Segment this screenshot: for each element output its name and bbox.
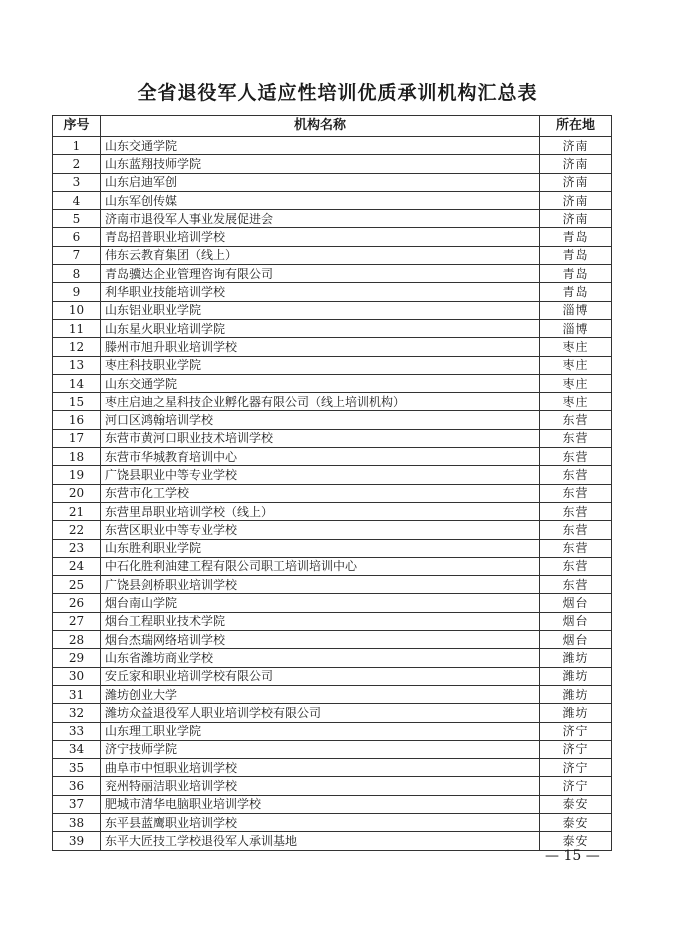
table-row <box>53 466 612 484</box>
institution-name: 肥城市清华电脑职业培训学校 <box>101 795 540 813</box>
institution-location: 潍坊 <box>540 649 612 667</box>
institution-name: 伟东云教育集团（线上） <box>101 246 540 264</box>
institution-location: 济宁 <box>540 759 612 777</box>
institution-name: 东平县蓝鹰职业培训学校 <box>101 813 540 831</box>
table-row <box>53 338 612 356</box>
column-header-index: 序号 <box>53 116 101 137</box>
table-row <box>53 722 612 740</box>
table-row <box>53 429 612 447</box>
row-index: 35 <box>53 759 101 777</box>
row-index: 10 <box>53 301 101 319</box>
page-title: 全省退役军人适应性培训优质承训机构汇总表 <box>137 82 538 104</box>
table-row <box>53 484 612 502</box>
table-row <box>53 740 612 758</box>
table-row <box>53 832 612 850</box>
table-row <box>53 228 612 246</box>
table-row <box>53 246 612 264</box>
institution-location: 东营 <box>540 429 612 447</box>
institution-location: 泰安 <box>540 813 612 831</box>
table-row <box>53 557 612 575</box>
institution-location: 东营 <box>540 484 612 502</box>
institution-location: 烟台 <box>540 612 612 630</box>
institution-location: 东营 <box>540 576 612 594</box>
row-index: 21 <box>53 502 101 520</box>
row-index: 29 <box>53 649 101 667</box>
institution-location: 东营 <box>540 539 612 557</box>
table-row <box>53 301 612 319</box>
institution-name: 济南市退役军人事业发展促进会 <box>101 210 540 228</box>
institution-location: 济南 <box>540 137 612 155</box>
institution-name: 烟台工程职业技术学院 <box>101 612 540 630</box>
institution-location: 潍坊 <box>540 704 612 722</box>
row-index: 12 <box>53 338 101 356</box>
table-row <box>53 649 612 667</box>
institution-location: 济宁 <box>540 740 612 758</box>
institution-location: 潍坊 <box>540 667 612 685</box>
institution-table <box>52 115 612 851</box>
institution-location: 济南 <box>540 191 612 209</box>
institution-location: 枣庄 <box>540 356 612 374</box>
table-row <box>53 667 612 685</box>
institution-name: 山东省潍坊商业学校 <box>101 649 540 667</box>
institution-location: 济宁 <box>540 777 612 795</box>
row-index: 16 <box>53 411 101 429</box>
institution-name: 山东胜利职业学院 <box>101 539 540 557</box>
table-row <box>53 283 612 301</box>
institution-name: 山东理工职业学院 <box>101 722 540 740</box>
column-header-name: 机构名称 <box>101 116 540 137</box>
institution-location: 枣庄 <box>540 374 612 392</box>
table-row <box>53 448 612 466</box>
table-row <box>53 356 612 374</box>
table-header <box>53 116 612 137</box>
institution-name: 青岛骥达企业管理咨询有限公司 <box>101 265 540 283</box>
institution-name: 山东星火职业培训学院 <box>101 319 540 337</box>
table-row <box>53 704 612 722</box>
institution-name: 东营市华城教育培训中心 <box>101 448 540 466</box>
table-body <box>53 137 612 851</box>
table-row <box>53 191 612 209</box>
institution-name: 济宁技师学院 <box>101 740 540 758</box>
table-row <box>53 539 612 557</box>
row-index: 5 <box>53 210 101 228</box>
institution-name: 枣庄科技职业学院 <box>101 356 540 374</box>
institution-location: 枣庄 <box>540 338 612 356</box>
table-row <box>53 393 612 411</box>
row-index: 33 <box>53 722 101 740</box>
row-index: 34 <box>53 740 101 758</box>
table-row <box>53 265 612 283</box>
institution-location: 青岛 <box>540 246 612 264</box>
row-index: 19 <box>53 466 101 484</box>
institution-name: 东营市化工学校 <box>101 484 540 502</box>
row-index: 25 <box>53 576 101 594</box>
institution-location: 枣庄 <box>540 393 612 411</box>
institution-location: 东营 <box>540 411 612 429</box>
row-index: 22 <box>53 521 101 539</box>
table-row <box>53 155 612 173</box>
institution-name: 山东启迪军创 <box>101 173 540 191</box>
institution-name: 东营区职业中等专业学校 <box>101 521 540 539</box>
table-row <box>53 319 612 337</box>
institution-location: 淄博 <box>540 319 612 337</box>
row-index: 36 <box>53 777 101 795</box>
institution-location: 青岛 <box>540 283 612 301</box>
row-index: 26 <box>53 594 101 612</box>
table-row <box>53 210 612 228</box>
row-index: 4 <box>53 191 101 209</box>
row-index: 32 <box>53 704 101 722</box>
institution-name: 山东蓝翔技师学院 <box>101 155 540 173</box>
institution-name: 广饶县剑桥职业培训学校 <box>101 576 540 594</box>
institution-name: 河口区鸿翰培训学校 <box>101 411 540 429</box>
row-index: 3 <box>53 173 101 191</box>
institution-location: 青岛 <box>540 228 612 246</box>
institution-location: 东营 <box>540 502 612 520</box>
row-index: 9 <box>53 283 101 301</box>
row-index: 28 <box>53 631 101 649</box>
institution-name: 东平大匠技工学校退役军人承训基地 <box>101 832 540 850</box>
institution-name: 枣庄启迪之星科技企业孵化器有限公司（线上培训机构） <box>101 393 540 411</box>
institution-location: 济南 <box>540 155 612 173</box>
row-index: 23 <box>53 539 101 557</box>
row-index: 39 <box>53 832 101 850</box>
institution-location: 淄博 <box>540 301 612 319</box>
row-index: 1 <box>53 137 101 155</box>
row-index: 20 <box>53 484 101 502</box>
institution-location: 济南 <box>540 173 612 191</box>
row-index: 14 <box>53 374 101 392</box>
institution-location: 东营 <box>540 466 612 484</box>
row-index: 13 <box>53 356 101 374</box>
institution-location: 潍坊 <box>540 685 612 703</box>
institution-location: 东营 <box>540 448 612 466</box>
institution-name: 山东军创传媒 <box>101 191 540 209</box>
institution-name: 曲阜市中恒职业培训学校 <box>101 759 540 777</box>
row-index: 24 <box>53 557 101 575</box>
institution-name: 潍坊众益退役军人职业培训学校有限公司 <box>101 704 540 722</box>
table-row <box>53 631 612 649</box>
row-index: 38 <box>53 813 101 831</box>
institution-name: 广饶县职业中等专业学校 <box>101 466 540 484</box>
institution-name: 山东交通学院 <box>101 374 540 392</box>
institution-name: 青岛招普职业培训学校 <box>101 228 540 246</box>
row-index: 37 <box>53 795 101 813</box>
institution-location: 东营 <box>540 521 612 539</box>
institution-name: 滕州市旭升职业培训学校 <box>101 338 540 356</box>
institution-location: 青岛 <box>540 265 612 283</box>
institution-name: 山东交通学院 <box>101 137 540 155</box>
table-row <box>53 612 612 630</box>
institution-name: 中石化胜利油建工程有限公司职工培训培训中心 <box>101 557 540 575</box>
row-index: 31 <box>53 685 101 703</box>
institution-location: 东营 <box>540 557 612 575</box>
institution-location: 济宁 <box>540 722 612 740</box>
institution-name: 东营里昂职业培训学校（线上） <box>101 502 540 520</box>
table-row <box>53 173 612 191</box>
column-header-location: 所在地 <box>540 116 612 137</box>
table-row <box>53 795 612 813</box>
institution-name: 利华职业技能培训学校 <box>101 283 540 301</box>
page-number: — 15 — <box>545 848 600 864</box>
table-row <box>53 759 612 777</box>
institution-location: 烟台 <box>540 631 612 649</box>
table-row <box>53 374 612 392</box>
row-index: 8 <box>53 265 101 283</box>
institution-location: 泰安 <box>540 832 612 850</box>
institution-name: 安丘家和职业培训学校有限公司 <box>101 667 540 685</box>
institution-location: 济南 <box>540 210 612 228</box>
row-index: 27 <box>53 612 101 630</box>
row-index: 18 <box>53 448 101 466</box>
row-index: 15 <box>53 393 101 411</box>
table-row <box>53 411 612 429</box>
institution-name: 兖州特丽洁职业培训学校 <box>101 777 540 795</box>
institution-name: 东营市黄河口职业技术培训学校 <box>101 429 540 447</box>
table-row <box>53 502 612 520</box>
institution-name: 烟台南山学院 <box>101 594 540 612</box>
table-row <box>53 521 612 539</box>
institution-location: 烟台 <box>540 594 612 612</box>
institution-name: 山东铝业职业学院 <box>101 301 540 319</box>
table-row <box>53 594 612 612</box>
row-index: 30 <box>53 667 101 685</box>
table-row <box>53 777 612 795</box>
row-index: 11 <box>53 319 101 337</box>
institution-name: 烟台杰瑞网络培训学校 <box>101 631 540 649</box>
row-index: 7 <box>53 246 101 264</box>
table-row <box>53 137 612 155</box>
row-index: 6 <box>53 228 101 246</box>
table-row <box>53 576 612 594</box>
table-row <box>53 685 612 703</box>
institution-name: 潍坊创业大学 <box>101 685 540 703</box>
row-index: 17 <box>53 429 101 447</box>
row-index: 2 <box>53 155 101 173</box>
institution-location: 泰安 <box>540 795 612 813</box>
table-row <box>53 813 612 831</box>
